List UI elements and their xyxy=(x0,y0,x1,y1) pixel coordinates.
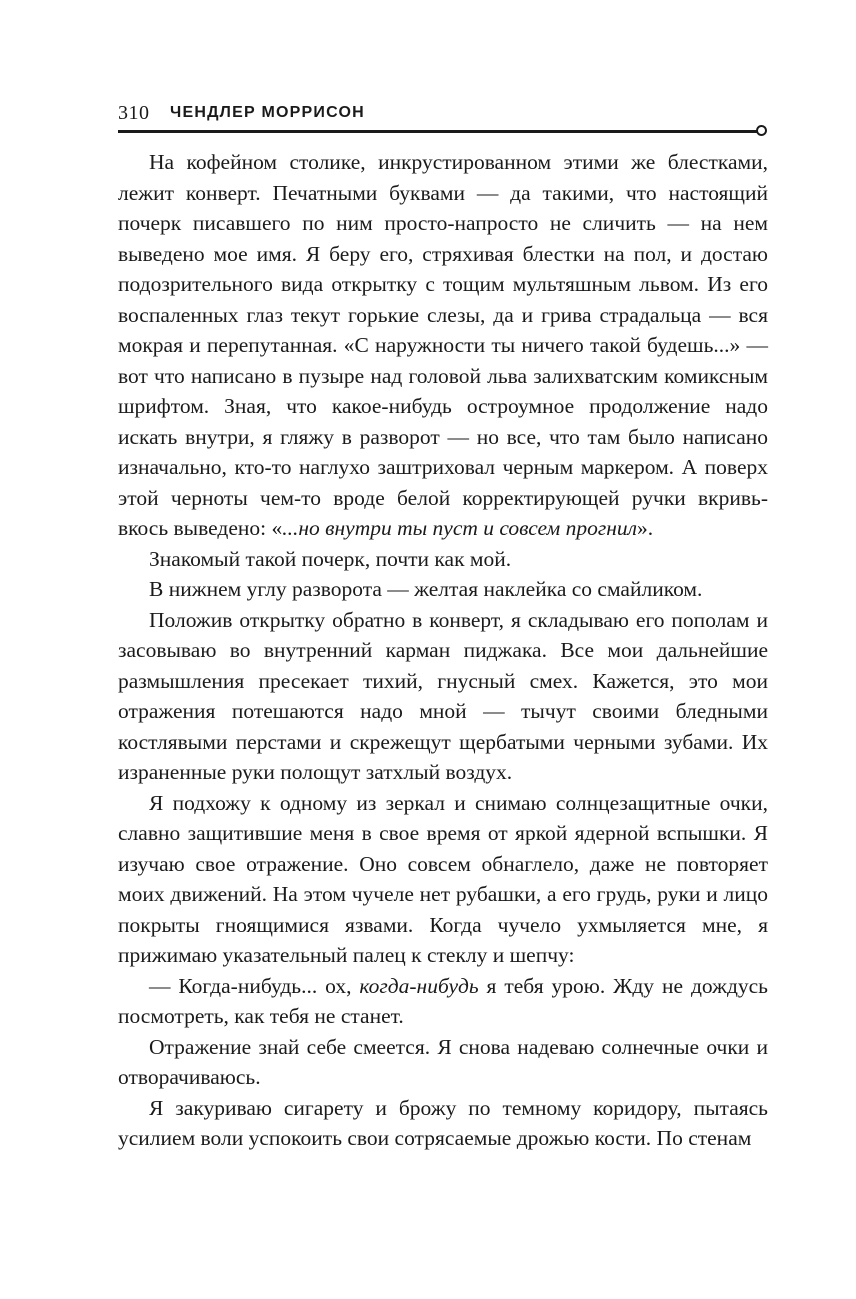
running-header xyxy=(118,100,768,140)
paragraph: — Когда-нибудь... ох, когда-нибудь я тебя урою. Жду не дождусь посмотреть, как тебя не станет. xyxy=(118,973,768,1028)
paragraph: Я закуриваю сигарету и брожу по темному коридору, пытаясь усилием воли успокоить свои сотрясаемые дрожью кости. По стенам xyxy=(118,1095,768,1150)
paragraph: Положив открытку обратно в конверт, я складываю его пополам и засовываю во внутренний карман пиджака. Все мои дальнейшие размышления пресекает тихий, гнусный смех. Кажется, это мои отражения потешаются надо мной — тычут своими бледными костлявыми перстами и скрежещут щербатыми черными зубами. Их израненные руки полощут затхлый воздух. xyxy=(118,607,768,784)
italic-quote: ...но внутри ты пуст и совсем прогнил xyxy=(282,516,638,540)
header-rule-dot xyxy=(756,125,767,136)
italic-emphasis: когда-нибудь xyxy=(359,973,479,998)
page-number: 310 xyxy=(118,102,150,124)
running-head-author xyxy=(170,104,365,122)
paragraph: Знакомый такой почерк, почти как мой. xyxy=(149,546,512,571)
author-last-name: МОРРИСОН xyxy=(261,104,365,121)
author-first-name: ЧЕНДЛЕР xyxy=(170,104,256,121)
paragraph: Я подхожу к одному из зеркал и снимаю солнцезащитные очки, славно защитившие меня в свое время от яркой ядерной вспышки. Я изучаю свое отражение. Оно совсем обнаглело, даже не повторяет моих движений. На этом чучеле нет рубашки, а его грудь, руки и лицо покрыты гноящимися язвами. Когда чучело ухмыляется мне, я прижимаю указательный палец к стеклу и шепчу: xyxy=(118,790,768,967)
paragraph: В нижнем углу разворота — желтая наклейка со смайликом. xyxy=(149,577,703,601)
paragraph: На кофейном столике, инкрустированном этими же блестками, лежит конверт. Печатными буквами — да такими, что настоящий почерк писавшего по ним просто-напросто не сличить — на нем выведено мое имя. Я беру его, стряхивая блестки на пол, и достаю подозрительного вида открытку с тощим мультяшным львом. Из его воспаленных глаз текут горькие слезы, да и грива страдальца — вся мокрая и перепутанная. «С наружности ты ничего такой будешь...» — вот что написано в пузыре над головой льва залихватским комиксным шрифтом. Зная, что какое-нибудь остроумное продолжение надо искать внутри, я гляжу в разворот — но все, что там было написано изначально, кто-то наглухо заштриховал черным маркером. А поверх этой черноты чем-то вроде белой корректирующей ручки вкривь-вкось выведено: «...но внутри ты пуст и совсем прогнил». xyxy=(118,150,768,540)
paragraph: Отражение знай себе смеется. Я снова надеваю солнечные очки и отворачиваюсь. xyxy=(118,1034,768,1089)
header-rule xyxy=(118,130,758,133)
body-text xyxy=(118,147,768,1154)
